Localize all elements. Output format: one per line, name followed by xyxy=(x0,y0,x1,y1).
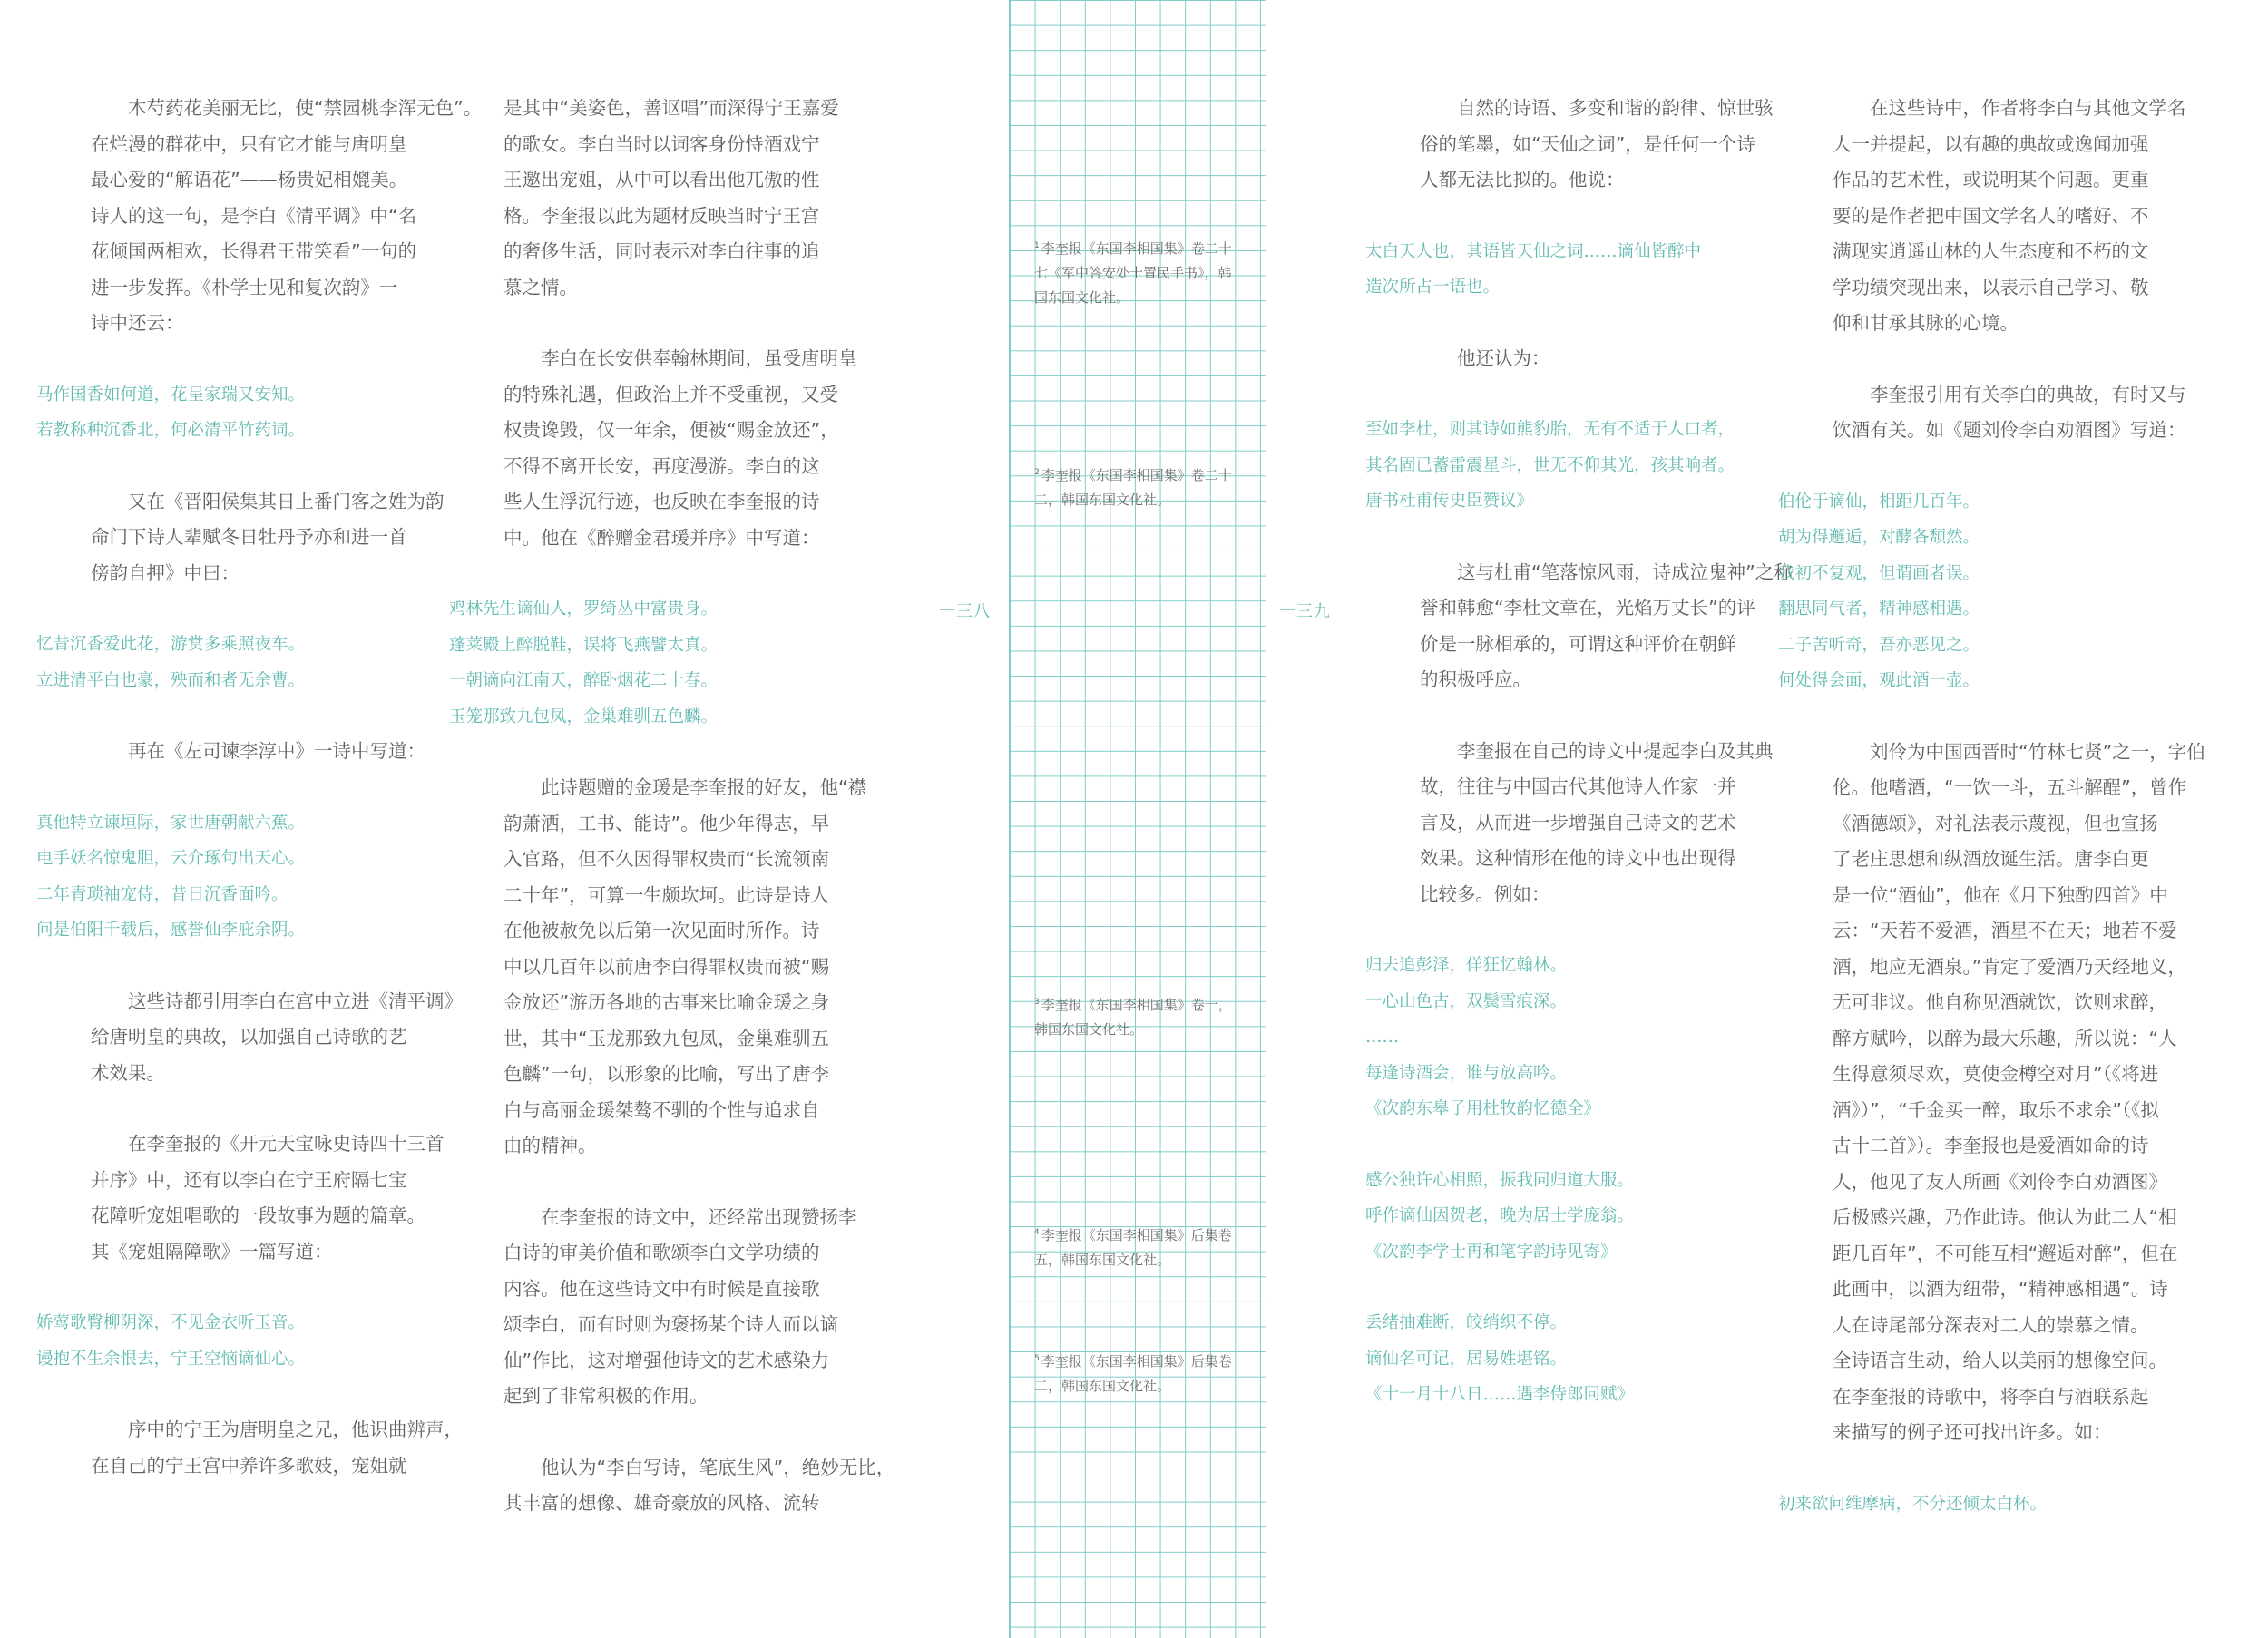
poem-line: 二年青琐袖宠侍，昔日沉香面吟。 xyxy=(36,884,288,904)
footnote-1: $^1$ 李奎报《东国李相国集》卷二十七《军中答安处士置民手书》，韩国东国文化社。 xyxy=(1034,240,1232,306)
text-line: 是一位“酒仙”，他在《月下独酌四首》中 xyxy=(1833,883,2168,906)
poem-line: 胡为得邂逅，对酵各颓然。 xyxy=(1778,528,1980,547)
text-line: 在他被赦免以后第一次见面时所作。诗 xyxy=(503,920,820,941)
poem-line: 忆昔沉香爱此花，游赏多乘照夜车。 xyxy=(36,635,306,654)
text-line: 序中的宁王为唐明皇之兄，他识曲辨声， xyxy=(91,1419,463,1440)
text-line: 在这些诗中，作者将李白与其他文学名 xyxy=(1833,97,2186,119)
text-line: 的积极呼应。 xyxy=(1420,668,1531,690)
text-line: 他认为“李白写诗，笔底生风”，绝妙无比， xyxy=(503,1456,895,1478)
poem-line: 太白天人也，其语皆天仙之词……谪仙皆醉中 xyxy=(1365,241,1702,261)
text-line: 全诗语言生动，给人以美丽的想像空间。 xyxy=(1833,1350,2167,1371)
left-column-1 xyxy=(36,91,483,1519)
text-line: 在烂漫的群花中，只有它才能与唐明皇 xyxy=(91,132,407,155)
paragraph xyxy=(1420,91,1801,199)
text-line: 不得不离开长安，再度漫游。李白的这 xyxy=(503,454,820,477)
text-line: 誉和韩愈“李杜文章在，光焰万丈长”的评 xyxy=(1420,597,1755,619)
poem-line: 初来欲问维摩病，不分还倾太白杯。 xyxy=(1778,1494,2048,1514)
quoted-poem xyxy=(1365,1163,1801,1271)
text-line: 权贵谗毁，仅一年余，便被“赐金放还”， xyxy=(503,419,839,441)
poem-line: 《次韵东皋子用杜牧韵忆德全》 xyxy=(1365,1099,1601,1118)
page-number-left: 一三八 xyxy=(939,602,991,621)
paragraph xyxy=(1420,734,1801,913)
text-line: 其《宠姐隔障歌》一篇写道： xyxy=(91,1240,333,1263)
quoted-poem xyxy=(36,627,472,698)
text-line: 李奎报引用有关李白的典故，有时又与 xyxy=(1833,383,2186,405)
text-line: 世，其中“玉龙那致九包凤，金巢难驯五 xyxy=(503,1027,830,1049)
poem-line: 归去追彭泽，佯狂忆翰林。 xyxy=(1365,956,1568,975)
text-line: 人一并提起，以有趣的典故或逸闻加强 xyxy=(1833,132,2149,155)
text-line: 人都无法比拟的。他说： xyxy=(1420,169,1625,190)
text-line: 格。李奎报以此为题材反映当时宁王宫 xyxy=(503,204,820,227)
poem-line: 翻思同气者，精神感相遇。 xyxy=(1778,600,1980,619)
paragraph xyxy=(1420,341,1801,377)
poem-line: 造次所占一语也。 xyxy=(1365,278,1501,297)
poem-line: 一心山色古，双鬓雪痕深。 xyxy=(1365,991,1568,1011)
page-number-right: 一三九 xyxy=(1279,602,1331,621)
poem-line: 何处得会面，观此酒一壶。 xyxy=(1778,671,1980,690)
poem-line: 谪仙名可记，居易姓堪铭。 xyxy=(1365,1349,1568,1369)
text-line: 言及，从而进一步增强自己诗文的艺术 xyxy=(1420,811,1736,834)
poem-line: 丢绪抽难断，皎绡织不停。 xyxy=(1365,1313,1568,1332)
poem-line: 蓬莱殿上醉脱鞋，误将飞燕譬太真。 xyxy=(449,635,719,655)
quoted-poem xyxy=(1365,948,1801,1127)
text-line: 的歌女。李白当时以词客身份恃酒戏宁 xyxy=(503,132,820,155)
paragraph xyxy=(503,1200,885,1415)
poem-line: 电手妖名惊鬼胆，云介琢句出天心。 xyxy=(36,849,306,868)
text-line: 比较多。例如： xyxy=(1420,882,1550,905)
paragraph xyxy=(91,1126,472,1270)
poem-line: 《次韵李学士再和笔字韵诗见寄》 xyxy=(1365,1242,1618,1262)
text-line: 白与高丽金瑗桀骜不驯的个性与追求自 xyxy=(503,1098,820,1121)
poem-line: 娇莺歌臀柳阴深，不见金衣听玉音。 xyxy=(36,1313,306,1332)
text-line: 他还认为： xyxy=(1420,346,1550,369)
text-line: 花障听宠姐唱歌的一段故事为题的篇章。 xyxy=(91,1204,425,1226)
text-line: 又在《晋阳侯集其日上番门客之姓为韵 xyxy=(91,490,445,512)
text-line: 是其中“美姿色，善讴唱”而深得宁王嘉爱 xyxy=(503,97,839,119)
quoted-poem xyxy=(1365,412,1801,520)
poem-line: 每逢诗酒会，谁与放高吟。 xyxy=(1365,1063,1568,1083)
text-line: 慕之情。 xyxy=(503,276,578,298)
left-column-2 xyxy=(449,91,895,1557)
paragraph xyxy=(503,91,885,306)
poem-line: 其名固已蓄雷震星斗，世无不仰其光，孩其响者。 xyxy=(1365,455,1735,475)
paragraph xyxy=(1833,377,2214,449)
text-line: 这与杜甫“笔落惊风雨，诗成泣鬼神”之称 xyxy=(1420,561,1793,583)
text-line: 效果。这种情形在他的诗文中也出现得 xyxy=(1420,847,1736,869)
paragraph xyxy=(503,770,885,1165)
text-line: 《酒德颂》，对礼法表示蔑视，但也宣扬 xyxy=(1833,812,2158,834)
text-line: 并序》中，还有以李白在宁王府隔七宝 xyxy=(91,1168,407,1191)
paragraph xyxy=(503,341,885,556)
text-line: 云：“天若不爱酒，酒星不在天；地若不爱 xyxy=(1833,920,2177,941)
text-line: 中。他在《醉赠金君瑗并序》中写道： xyxy=(503,526,820,549)
quoted-poem xyxy=(36,377,472,449)
text-line: 花倾国两相欢，长得君王带笑看”一句的 xyxy=(91,240,417,262)
text-line: 满现实逍遥山林的人生态度和不朽的文 xyxy=(1833,240,2149,262)
text-line: 色麟”一句，以形象的比喻，写出了唐李 xyxy=(503,1063,830,1085)
text-line: 醉方赋吟，以醉为最大乐趣，所以说：“人 xyxy=(1833,1027,2177,1049)
text-line: 这些诗都引用李白在宫中立进《清平调》 xyxy=(91,990,463,1012)
text-line: 酒，地应无酒泉。”肯定了爱酒乃天经地义， xyxy=(1833,955,2186,978)
text-line: 要的是作者把中国文学名人的嗜好、不 xyxy=(1833,204,2149,227)
text-line: 诗中还云： xyxy=(91,312,184,334)
quoted-poem xyxy=(36,805,472,949)
text-line: 在李奎报的诗文中，还经常出现赞扬李 xyxy=(503,1205,857,1228)
right-column-1 xyxy=(1365,91,1801,1448)
poem-line: 一朝谪向江南天，醉卧烟花二十春。 xyxy=(449,671,719,690)
paragraph xyxy=(91,984,472,1092)
text-line: 在李奎报的《开元天宝咏史诗四十三首 xyxy=(91,1133,445,1155)
poem-line: 马作国香如何道，花呈家瑞又安知。 xyxy=(36,385,306,405)
text-line: 刘伶为中国西晋时“竹林七贤”之一，字伯 xyxy=(1833,740,2205,763)
text-line: 此画中，以酒为纽带，“精神感相遇”。诗 xyxy=(1833,1278,2168,1300)
footnote-3: $^3$ 李奎报《东国李相国集》卷一，韩国东国文化社。 xyxy=(1034,997,1232,1038)
text-line: 在自己的宁王宫中养许多歌妓，宠姐就 xyxy=(91,1454,407,1477)
poem-line: 问是伯阳千载后，感誉仙李庇余阴。 xyxy=(36,921,306,940)
text-line: 进一步发挥。《朴学士见和复次韵》一 xyxy=(91,276,398,298)
poem-line: 真他特立谏垣际，家世唐朝献六蕉。 xyxy=(36,813,306,833)
text-line: 金放还”游历各地的古事来比喻金瑗之身 xyxy=(503,991,830,1013)
text-line: 入官路，但不久因得罪权贵而“长流领南 xyxy=(503,848,830,870)
text-line: 中以几百年以前唐李白得罪权贵而被“赐 xyxy=(503,955,830,978)
paragraph xyxy=(1833,735,2214,1451)
paragraph xyxy=(91,1412,472,1484)
text-line: 诗人的这一句，是李白《清平调》中“名 xyxy=(91,204,417,227)
paragraph xyxy=(503,1450,895,1522)
text-line: 在李奎报的诗歌中，将李白与酒联系起 xyxy=(1833,1385,2149,1408)
text-line: 无可非议。他自称见酒就饮，饮则求醉， xyxy=(1833,991,2167,1013)
text-line: 术效果。 xyxy=(91,1061,165,1084)
quoted-poem xyxy=(1778,1487,2214,1523)
text-line: 再在《左司谏李淳中》一诗中写道： xyxy=(91,740,425,762)
text-line: 自然的诗语、多变和谐的韵律、惊世骇 xyxy=(1420,97,1774,119)
text-line: 的特殊礼遇，但政治上并不受重视，又受 xyxy=(503,383,838,405)
poem-line: 我初不复观，但谓画者误。 xyxy=(1778,563,1980,583)
text-line: 木芍药花美丽无比，使“禁园桃李浑无色”。 xyxy=(91,97,483,119)
quoted-poem xyxy=(449,591,885,735)
quoted-poem xyxy=(36,1305,472,1377)
text-line: 韵萧洒，工书、能诗”。他少年得志，早 xyxy=(503,812,830,834)
text-line: 二十年”，可算一生颇坎坷。此诗是诗人 xyxy=(503,883,830,906)
text-line: 仰和甘承其脉的心境。 xyxy=(1833,312,2019,334)
poem-line: 立进清平白也豪，殃而和者无余曹。 xyxy=(36,670,306,690)
text-line: 起到了非常积极的作用。 xyxy=(503,1385,709,1407)
text-line: 最心爱的“解语花”——杨贵妃相媲美。 xyxy=(91,169,408,190)
footnote-5: $^5$ 李奎报《东国李相国集》后集卷二，韩国东国文化社。 xyxy=(1034,1353,1232,1394)
poem-line: 感公独许心相照，振我同归道大服。 xyxy=(1365,1170,1635,1190)
text-line: 仙”作比，这对增强他诗文的艺术感染力 xyxy=(503,1349,830,1371)
text-line: 李白在长安供奉翰林期间，虽受唐明皇 xyxy=(503,347,857,369)
footnote-2: $^2$ 李奎报《东国李相国集》卷二十二，韩国东国文化社。 xyxy=(1034,467,1232,508)
text-line: 古十二首》）。李奎报也是爱酒如命的诗 xyxy=(1833,1135,2149,1156)
right-column-2 xyxy=(1778,91,2214,1557)
text-line: 距几百年”，不可能互相“邂逅对醉”，但在 xyxy=(1833,1242,2178,1264)
text-line: 伦。他嗜酒，“一饮一斗，五斗解酲”，曾作 xyxy=(1833,776,2187,798)
text-line: 由的精神。 xyxy=(503,1135,597,1156)
paragraph xyxy=(91,91,483,342)
paragraph xyxy=(91,484,472,592)
text-line: 酒》）”，“千金买一醉，取乐不求余”（《拟 xyxy=(1833,1098,2159,1121)
poem-line: 呼作谪仙因贺老，晚为居士学庞翁。 xyxy=(1365,1206,1635,1225)
quoted-poem xyxy=(1365,234,1801,306)
text-line: 傍韵自押》中曰： xyxy=(91,561,240,584)
text-line: 后极感兴趣，乃作此诗。他认为此二人“相 xyxy=(1833,1206,2177,1228)
quoted-poem xyxy=(1778,484,2214,699)
paragraph xyxy=(1420,555,1801,698)
text-line: 给唐明皇的典故，以加强自己诗歌的艺 xyxy=(91,1026,407,1048)
text-line: 了老庄思想和纵酒放诞生活。唐李白更 xyxy=(1833,848,2149,870)
poem-line: 《十一月十八日……遇李侍郎同赋》 xyxy=(1365,1385,1635,1404)
text-line: 李奎报在自己的诗文中提起李白及其典 xyxy=(1420,739,1774,762)
footnote-4: $^4$ 李奎报《东国李相国集》后集卷五，韩国东国文化社。 xyxy=(1034,1227,1232,1268)
poem-line: 伯伦于谪仙，相距几百年。 xyxy=(1778,492,1980,512)
text-line: 此诗题赠的金瑗是李奎报的好友，他“襟 xyxy=(503,776,867,798)
poem-line: …… xyxy=(1365,1028,1399,1047)
text-line: 饮酒有关。如《题刘伶李白劝酒图》写道： xyxy=(1833,419,2186,441)
text-line: 白诗的审美价值和歌颂李白文学功绩的 xyxy=(503,1242,820,1263)
poem-line: 玉笼那致九包凤，金巢难驯五色麟。 xyxy=(449,707,719,726)
text-line: 命门下诗人辈赋冬日牡丹予亦和进一首 xyxy=(91,526,407,548)
text-line: 价是一脉相承的，可谓这种评价在朝鲜 xyxy=(1420,632,1736,655)
text-line: 人在诗尾部分深表对二人的崇慕之情。 xyxy=(1833,1313,2149,1336)
text-line: 生得意须尽欢，莫使金樽空对月”（《将进 xyxy=(1833,1063,2159,1085)
paragraph xyxy=(1833,91,2214,342)
poem-line: 鸡林先生谪仙人，罗绮丛中富贵身。 xyxy=(449,600,719,619)
text-line: 内容。他在这些诗文中有时候是直接歌 xyxy=(503,1277,820,1300)
poem-line: 至如李杜，则其诗如熊豹胎，无有不适于人口者， xyxy=(1365,420,1735,439)
text-line: 王邀出宠姐，从中可以看出他兀傲的性 xyxy=(503,169,820,190)
text-line: 俗的笔墨，如“天仙之词”，是任何一个诗 xyxy=(1420,132,1755,155)
text-line: 些人生浮沉行迹，也反映在李奎报的诗 xyxy=(503,491,820,512)
poem-line: 二子苦听奇，吾亦恶见之。 xyxy=(1778,635,1980,655)
poem-line: 谩抱不生余恨去，宁王空恼谪仙心。 xyxy=(36,1349,306,1369)
text-line: 其丰富的想像、雄奇豪放的风格、流转 xyxy=(503,1492,820,1514)
text-line: 学功绩突现出来，以表示自己学习、敬 xyxy=(1833,276,2149,298)
text-line: 的奢侈生活，同时表示对李白往事的追 xyxy=(503,240,820,262)
paragraph xyxy=(91,734,472,770)
poem-line: 若教称种沉香北，何必清平竹药词。 xyxy=(36,421,306,440)
poem-line: 唐书杜甫传史臣赞议》 xyxy=(1365,492,1534,511)
quoted-poem xyxy=(1365,1305,1801,1413)
text-line: 颂李白，而有时则为褒扬某个诗人而以谪 xyxy=(503,1313,838,1335)
text-line: 故，往往与中国古代其他诗人作家一并 xyxy=(1420,775,1736,797)
text-line: 人，他见了友人所画《刘伶李白劝酒图》 xyxy=(1833,1170,2167,1193)
text-line: 作品的艺术性，或说明某个问题。更重 xyxy=(1833,169,2149,190)
text-line: 来描写的例子还可找出许多。如： xyxy=(1833,1421,2112,1443)
